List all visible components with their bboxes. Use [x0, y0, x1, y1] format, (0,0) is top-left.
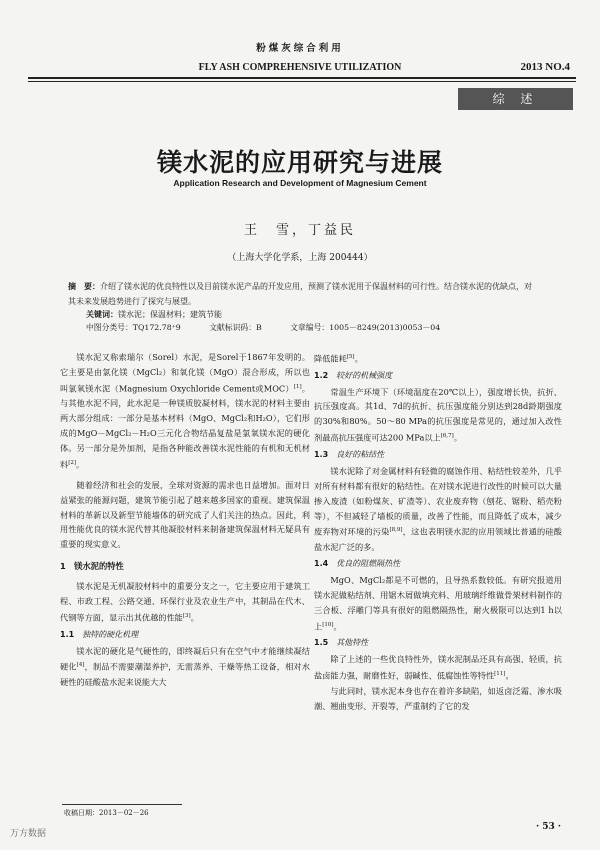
- keywords-text: 镁水泥；保温材料；建筑节能: [118, 310, 222, 319]
- issue-number: 2013 NO.4: [520, 61, 570, 73]
- classification-row: [86, 322, 556, 333]
- paragraph: 与此同时，镁水泥本身也存在着许多缺陷，如返卤泛霜、渗水吸潮、翘曲变形、开裂等，严重制约了它的发: [314, 685, 562, 711]
- watermark: 万方数据: [10, 829, 47, 839]
- abstract-text: 介绍了镁水泥的优良特性以及目前镁水泥产品的开发应用，预测了镁水泥用于保温材料的可行性。结合镁水泥的优缺点，对其未来发展趋势进行了探究与展望。: [68, 282, 532, 306]
- subsection-heading: 1.3 良好的粘结性: [314, 449, 385, 459]
- header-rule-thick: [28, 77, 576, 79]
- abstract: [68, 279, 538, 309]
- keywords-label: 关键词：: [86, 310, 118, 319]
- paragraph: 镁水泥除了对金属材料有轻微的腐蚀作用、粘结性较差外，几乎对所有材料都有很好的粘结性。在对镁水泥进行改性的时候可以大量掺入废渣（如粉煤灰、矿渣等）、农业废弃物（刨花、锯粉、稻壳粉等），不但减轻了墙板的质量，改善了性能，而且降低了成本，减少废弃物对环境的污染[8,9]，这也表明镁水泥的应用领域比普通的硅酸盐水泥广泛的多。: [314, 465, 562, 553]
- subsection-heading: 1.5 其他特性: [314, 638, 369, 648]
- left-column: [60, 350, 310, 690]
- keywords: [86, 309, 222, 320]
- header-rule-thin: [28, 81, 576, 82]
- authors: 王 雪，丁益民: [243, 223, 356, 238]
- page-number: · 53 ·: [536, 822, 562, 832]
- paper-title-cn: 镁水泥的应用研究与进展: [156, 148, 443, 177]
- subsection-heading: 1.2 较好的机械强度: [314, 370, 393, 380]
- subsection-heading: 1.4 优良的阻燃隔热性: [314, 558, 401, 568]
- category-tag: 综 述: [458, 88, 573, 110]
- paragraph: 除了上述的一些优良特性外，镁水泥制品还具有高强、轻质，抗盐卤能力强，耐磨性好，弱碱性、低腐蚀性等特性[11]。: [314, 654, 562, 681]
- clc-number: 中图分类号：TQ172.78⁺9: [86, 323, 181, 332]
- abstract-label: 摘 要：: [68, 282, 100, 291]
- paragraph: 随着经济和社会的发展，全球对资源的需求也日益增加。面对日益紧张的能源问题，建筑节能引起了越来越多国家的重视。建筑保温材料的革新以及新型节能墙体的研究成了人们关注的热点。因此，利用性能优良的镁水泥代替其他凝胶材料来制备建筑保温材料无疑具有重要的现实意义。: [60, 479, 310, 550]
- right-column: [314, 350, 562, 714]
- journal-name-en: FLY ASH COMPREHENSIVE UTILIZATION: [198, 62, 402, 73]
- affiliation: （上海大学化学系，上海 200444）: [227, 253, 373, 263]
- article-number: 文章编号：1005－8249(2013)0053－04: [290, 323, 441, 332]
- received-date: 收稿日期：2013－02－26: [64, 809, 149, 817]
- paragraph: 常温生产环境下（环境温度在20℃以上），强度增长快，抗折、抗压强度高。其1d、7d的抗折、抗压强度能分别达到28d龄期强度的30%和80%。50～80 MPa的抗压强度是常见的，通过加入改性剂最高抗压强度可达200 MPa以上[6,7]。: [314, 386, 562, 443]
- journal-name-cn: 粉煤灰综合利用: [256, 43, 344, 54]
- paragraph: 降低能耗[5]。: [314, 353, 363, 364]
- paragraph: 镁水泥是无机凝胶材料中的重要分支之一，它主要应用于建筑工程、市政工程、公路交通、环保行业及农业生产中，其制品在代木、代钢等方面，显示出其优越的性能[3]。: [60, 581, 310, 623]
- paragraph: 镁水泥的硬化是气硬性的，即终凝后只有在空气中才能继续凝结硬化[4]，制品不需要潮湿养护，无需蒸养、干燥等热工设备，相对水硬性的硅酸盐水泥来说能大大: [60, 645, 310, 688]
- footnote-rule: [62, 804, 182, 805]
- paragraph: MgO、MgCl₂都是不可燃的，且导热系数较低。有研究报道用镁水泥做粘结剂、用锯木屑做填充料、用玻璃纤维做骨架材料制作的三合板、浮雕门等具有很好的阻燃隔热性，耐火极限可以达到1 h以上[10]。: [314, 574, 562, 632]
- section-heading: 1 镁水泥的特性: [60, 561, 124, 572]
- paragraph: 镁水泥又称索瑞尔（Sorel）水泥，是Sorel于1867年发明的。它主要是由氯化镁（MgCl₂）和氧化镁（MgO）混合形成，所以也叫氯氧镁水泥（Magnesium Oxychloride Cement或MOC）[1]。与其他水泥不同，此水泥是一种镁质胶凝材料，镁水泥的材料主要由两大部分组成：一部分是基本材料（MgO、MgCl₂和H₂O），它们形成的MgO－MgCl₂－H₂O三元化合物结晶复盐是氯氧镁水泥的硬化体。另一部分是外加剂，是指各种能改善镁水泥性能的有机和无机材料[2]。: [60, 352, 310, 470]
- doc-code: 文献标识码：B: [209, 323, 262, 332]
- paper-title-en: Application Research and Development of Magnesium Cement: [173, 178, 427, 188]
- subsection-heading: 1.1 独特的硬化机理: [60, 629, 139, 639]
